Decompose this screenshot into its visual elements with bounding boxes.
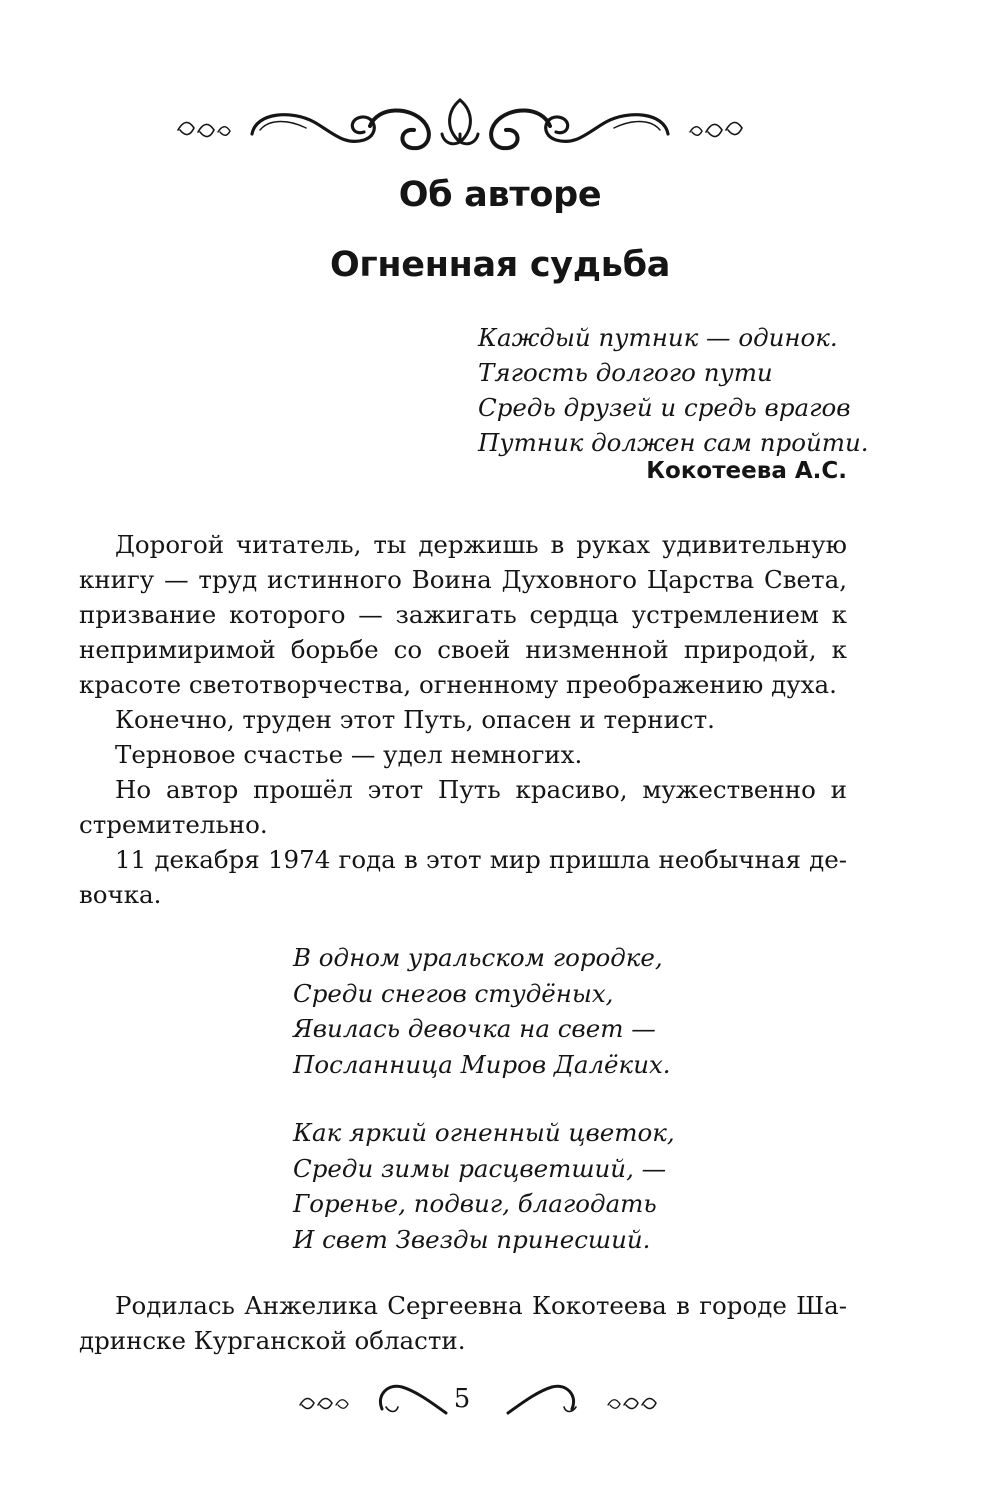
top-ornament: [160, 90, 760, 165]
poem-line: Горенье, подвиг, благодать: [293, 1189, 657, 1218]
section-heading: Об авторе: [398, 175, 602, 215]
poem-line: Посланница Миров Далёких.: [293, 1049, 671, 1079]
paragraph: Дорогой читатель, ты держишь в руках удивительную книгу — труд истинного Воина Духовного Царства Света, призвание которого — зажигать сердца устремлением к непримиримой борьбе со своей низменной природой, к красоте светотворчества, огненному преображению духа.: [79, 530, 847, 699]
epigraph-author: Кокотеева А.С.: [646, 458, 847, 484]
poem-line: В одном уральском городке,: [293, 943, 663, 972]
poem-line: Среди снегов студёных,: [293, 978, 614, 1008]
epigraph-line: Путник должен сам пройти.: [478, 428, 869, 457]
poem-stanza-2: [293, 1115, 743, 1257]
paragraph: Но автор прошёл этот Путь красиво, мужественно и стремительно.: [79, 775, 847, 839]
epigraph-line: Каждый путник — одинок.: [478, 323, 838, 352]
epigraph: [478, 320, 869, 460]
paragraph: 11 декабря 1974 года в этот мир пришла необычная девочка.: [79, 845, 847, 909]
epigraph-line: Средь друзей и средь врагов: [478, 393, 851, 422]
epigraph-line: Тягость долгого пути: [478, 358, 773, 387]
paragraph: Родилась Анжелика Сергеевна Кокотеева в городе Шадринске Курганской области.: [79, 1291, 847, 1355]
page-number: 5: [453, 1384, 471, 1414]
chapter-title: Огненная судьба: [329, 245, 671, 285]
poem-stanza-1: [293, 940, 743, 1082]
paragraph: Терновое счастье — удел немногих.: [115, 740, 583, 769]
closing-text: [79, 1288, 847, 1358]
poem-line: Как яркий огненный цветок,: [293, 1118, 675, 1147]
footer-ornament-right: [490, 1375, 690, 1427]
paragraph: Конечно, труден этот Путь, опасен и тернист.: [115, 705, 715, 734]
poem-line: И свет Звезды принесший.: [293, 1224, 651, 1254]
poem-line: Среди зимы расцветший, —: [293, 1153, 667, 1183]
intro-text: [79, 527, 847, 912]
poem-line: Явилась девочка на свет —: [293, 1014, 656, 1043]
